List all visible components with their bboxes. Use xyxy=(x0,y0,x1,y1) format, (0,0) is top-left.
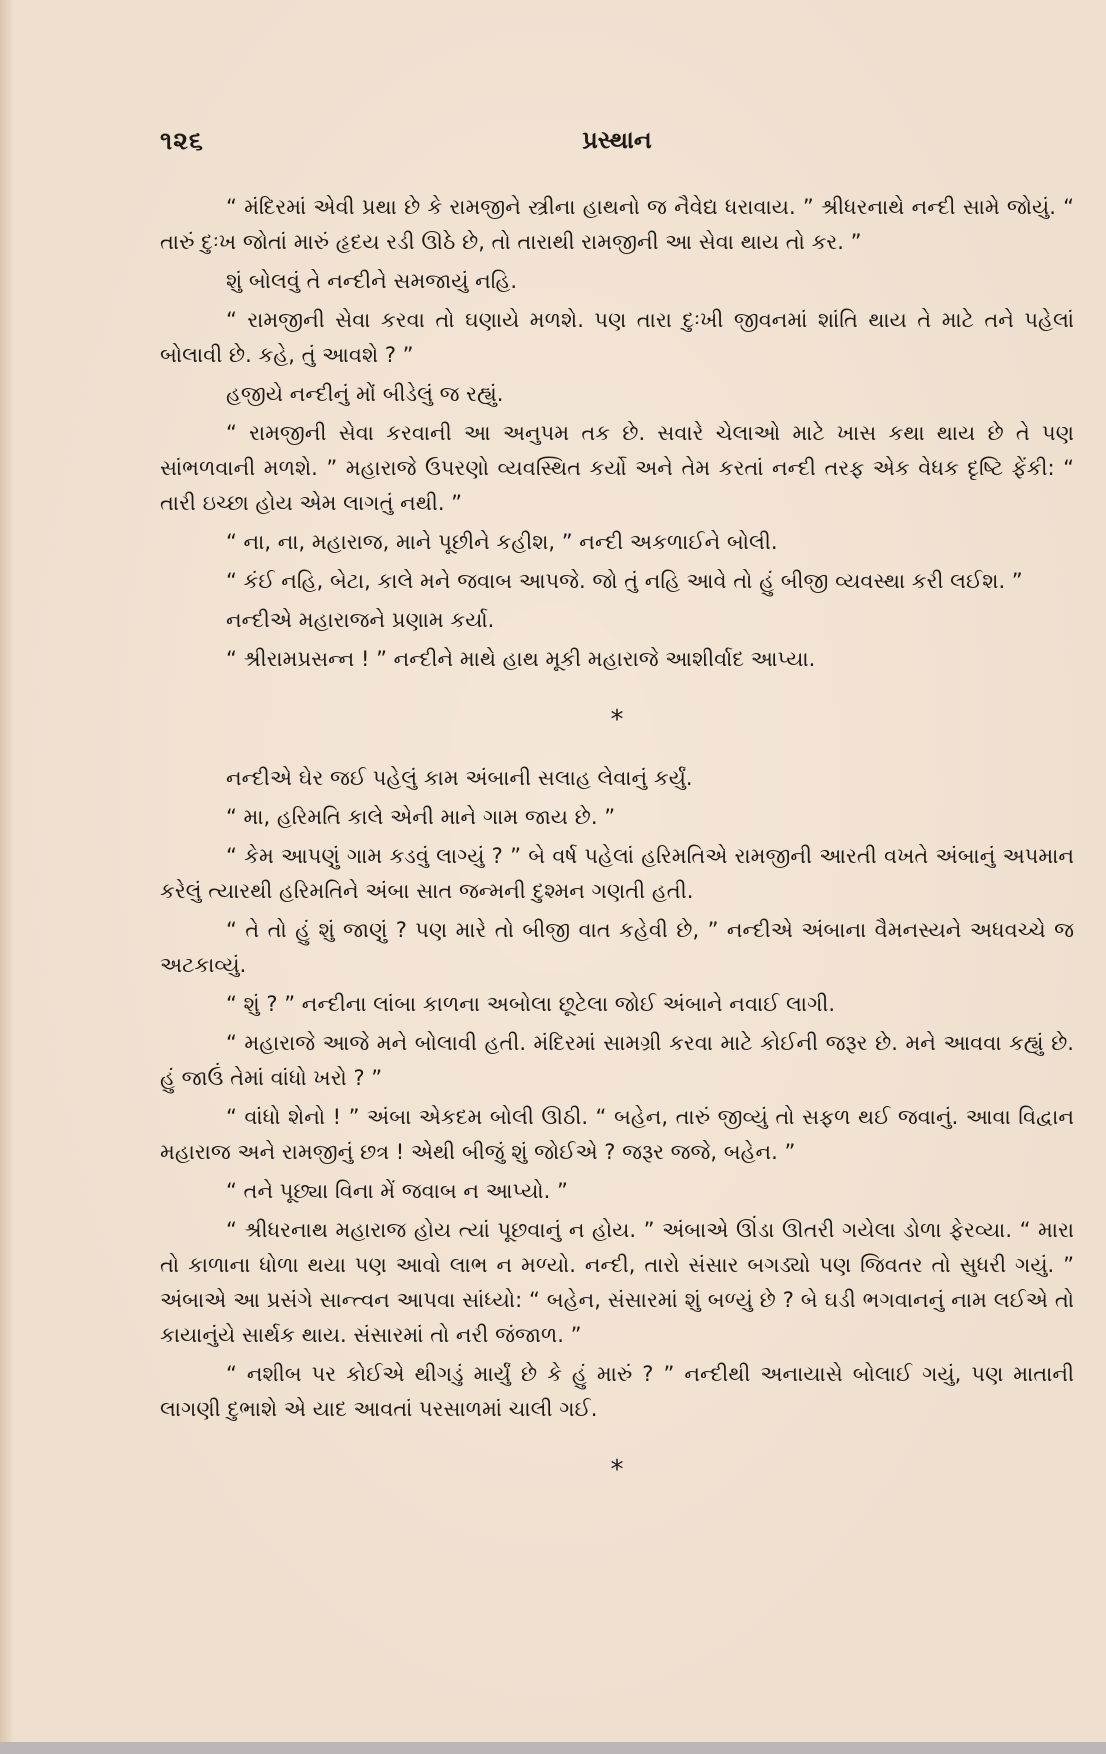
paragraph: “ રામજીની સેવા કરવા તો ઘણાયે મળશે. પણ તારા દુઃખી જીવનમાં શાંતિ થાય તે માટે તને પહેલાં બોલાવી છે. કહે, તું આવશે ? ” xyxy=(160,308,1074,367)
paragraph: “ શ્રીરામપ્રસન્ન ! ” નન્દીને માથે હાથ મૂકી મહારાજે આશીર્વાદ આપ્યા. xyxy=(226,647,816,671)
paragraph: “ કંઈ નહિ, બેટા, કાલે મને જવાબ આપજે. જો તું નહિ આવે તો હું બીજી વ્યવસ્થા કરી લઈશ. ” xyxy=(226,569,1023,593)
body-text xyxy=(160,190,1074,1511)
page-header xyxy=(160,126,1074,160)
paragraph: હજીયે નન્દીનું મોં બીડેલું જ રહ્યું. xyxy=(226,382,504,406)
paragraph: “ મહારાજે આજે મને બોલાવી હતી. મંદિરમાં સામગ્રી કરવા માટે કોઈની જરૂર છે. મને આવવા કહ્યું છે. હું જાઉં તેમાં વાંધો ખરો ? ” xyxy=(160,1031,1074,1090)
section-separator: * xyxy=(610,1455,624,1485)
running-title: પ્રસ્થાન xyxy=(582,126,652,154)
paragraph: “ રામજીની સેવા કરવાની આ અનુપમ તક છે. સવારે ચેલાઓ માટે ખાસ કથા થાય છે તે પણ સાંભળવાની મળશે. ” મહારાજે ઉપરણો વ્યવસ્થિત કર્યો અને તેમ કરતાં નન્દી તરફ એક વેધક દૃષ્ટિ ફેંકી: “ તારી ઇચ્છા હોય એમ લાગતું નથી. ” xyxy=(160,421,1074,515)
paragraph: “ શ્રીધરનાથ મહારાજ હોય ત્યાં પૂછવાનું ન હોય. ” અંબાએ ઊંડા ઊતરી ગયેલા ડોળા ફેરવ્યા. “ મારા તો કાળાના ધોળા થયા પણ આવો લાભ ન મળ્યો. નન્દી, તારો સંસાર બગડ્યો પણ જિવતર તો સુધરી ગયું. ” અંબાએ આ પ્રસંગે સાન્ત્વન આપવા સાંધ્યો: “ બહેન, સંસારમાં શું બળ્યું છે ? બે ઘડી ભગવાનનું નામ લઈએ તો કાયાનુંયે સાર્થક થાય. સંસારમાં તો નરી જંજાળ. ” xyxy=(160,1218,1074,1347)
paragraph: “ નશીબ પર કોઈએ થીગડું માર્યું છે કે હું મારું ? ” નન્દીથી અનાયાસે બોલાઈ ગયું, પણ માતાની લાગણી દુભાશે એ યાદ આવતાં પરસાળમાં ચાલી ગઈ. xyxy=(160,1362,1074,1421)
paragraph: “ કેમ આપણું ગામ કડવું લાગ્યું ? ” બે વર્ષ પહેલાં હરિમતિએ રામજીની આરતી વખતે અંબાનું અપમાન કરેલું ત્યારથી હરિમતિને અંબા સાત જન્મની દુશ્મન ગણતી હતી. xyxy=(160,844,1074,903)
paragraph: નન્દીએ મહારાજને પ્રણામ કર્યા. xyxy=(226,608,495,632)
page-number: ૧૨૬ xyxy=(160,126,204,155)
paragraph: નન્દીએ ઘેર જઈ પહેલું કામ અંબાની સલાહ લેવાનું કર્યું. xyxy=(226,766,693,790)
paragraph: શું બોલવું તે નન્દીને સમજાયું નહિ. xyxy=(226,269,518,293)
paragraph: “ તે તો હું શું જાણું ? પણ મારે તો બીજી વાત કહેવી છે, ” નન્દીએ અંબાના વૈમનસ્યને અધવચ્ચે જ અટકાવ્યું. xyxy=(160,918,1074,977)
paragraph: “ શું ? ” નન્દીના લાંબા કાળના અબોલા છૂટેલા જોઈ અંબાને નવાઈ લાગી. xyxy=(226,992,836,1016)
paragraph: “ મા, હરિમતિ કાલે એની માને ગામ જાય છે. ” xyxy=(226,805,616,829)
page-edge-shadow xyxy=(0,0,14,1754)
paragraph: “ તને પૂછ્યા વિના મેં જવાબ ન આપ્યો. ” xyxy=(226,1179,568,1203)
paragraph: “ વાંધો શેનો ! ” અંબા એકદમ બોલી ઊઠી. “ બહેન, તારું જીવ્યું તો સફળ થઈ જવાનું. આવા વિદ્વાન મહારાજ અને રામજીનું છત્ર ! એથી બીજું શું જોઈએ ? જરૂર જજે, બહેન. ” xyxy=(160,1105,1074,1164)
page-bottom-strip xyxy=(0,1742,1106,1754)
paragraph: “ મંદિરમાં એવી પ્રથા છે કે રામજીને સ્ત્રીના હાથનો જ નૈવેદ્ય ધરાવાય. ” શ્રીધરનાથે નન્દી સામે જોયું. “ તારું દુઃખ જોતાં મારું હૃદય રડી ઊઠે છે, તો તારાથી રામજીની આ સેવા થાય તો કર. ” xyxy=(160,195,1074,254)
paragraph: “ ના, ના, મહારાજ, માને પૂછીને કહીશ, ” નન્દી અકળાઈને બોલી. xyxy=(226,530,778,554)
section-separator: * xyxy=(610,705,624,735)
